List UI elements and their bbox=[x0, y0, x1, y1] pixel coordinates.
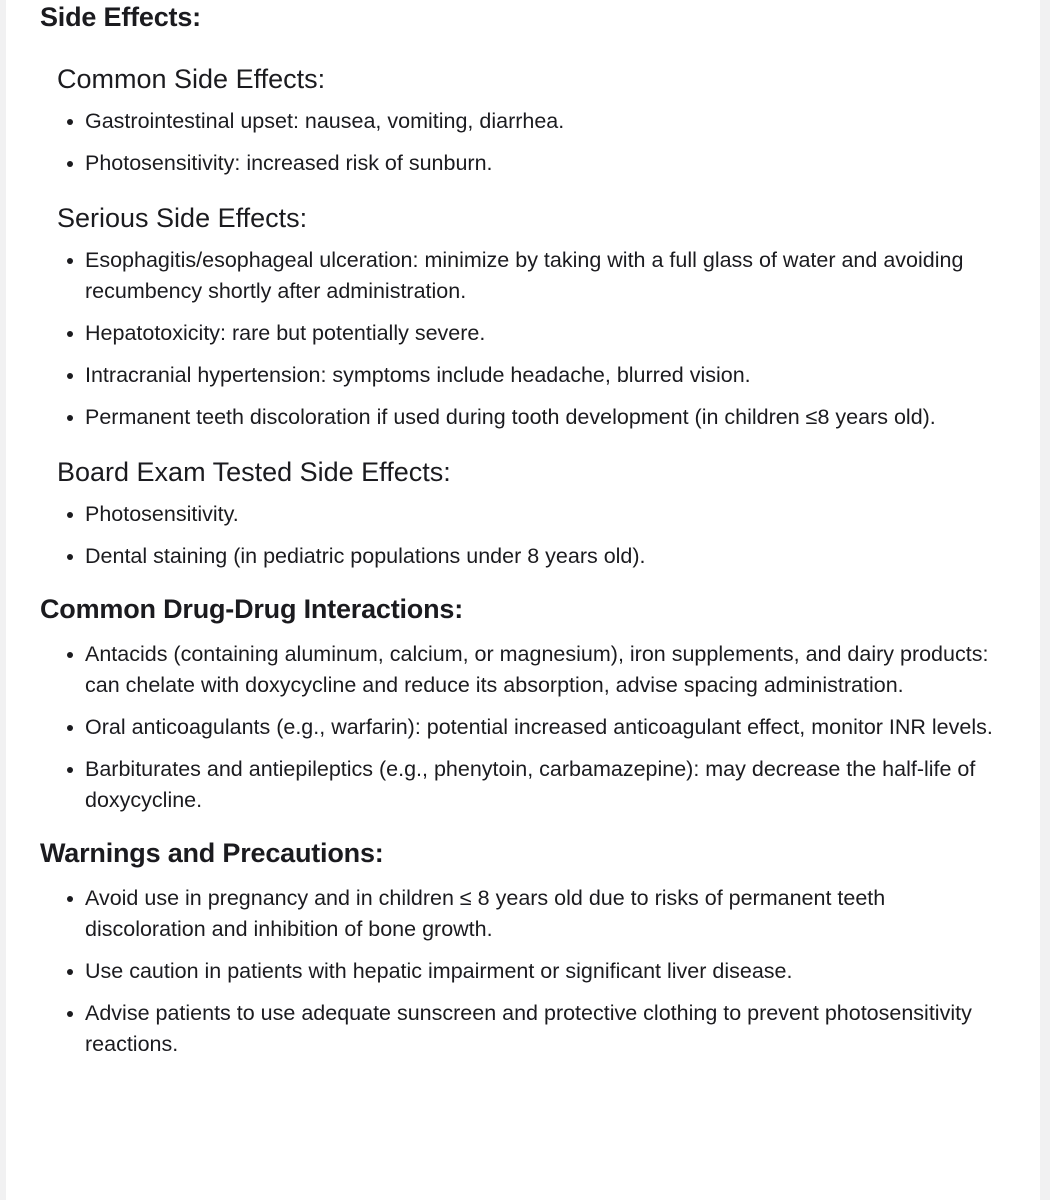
list-item: Gastrointestinal upset: nausea, vomiting, diarrhea. bbox=[85, 106, 1010, 137]
list-item: Oral anticoagulants (e.g., warfarin): potential increased anticoagulant effect, monitor INR levels. bbox=[85, 712, 1010, 743]
list-item: Esophagitis/esophageal ulceration: minimize by taking with a full glass of water and avoiding recumbency shortly after administration. bbox=[85, 245, 1010, 307]
list-item: Photosensitivity: increased risk of sunburn. bbox=[85, 148, 1010, 179]
common-side-effects-heading: Common Side Effects: bbox=[57, 64, 326, 94]
list-item: Photosensitivity. bbox=[85, 499, 1010, 530]
serious-side-effects-heading: Serious Side Effects: bbox=[57, 203, 308, 233]
common-side-effects-list bbox=[40, 106, 1010, 179]
interactions-heading: Common Drug-Drug Interactions: bbox=[40, 594, 463, 624]
warnings-list bbox=[40, 883, 1010, 1060]
list-item: Permanent teeth discoloration if used during tooth development (in children ≤8 years old). bbox=[85, 402, 1010, 433]
warnings-heading: Warnings and Precautions: bbox=[40, 838, 384, 868]
interactions-list bbox=[40, 639, 1010, 816]
document-content bbox=[40, 0, 1010, 1060]
list-item: Avoid use in pregnancy and in children ≤ 8 years old due to risks of permanent teeth discoloration and inhibition of bone growth. bbox=[85, 883, 1010, 945]
board-exam-side-effects-heading: Board Exam Tested Side Effects: bbox=[57, 457, 451, 487]
list-item: Antacids (containing aluminum, calcium, or magnesium), iron supplements, and dairy products: can chelate with doxycycline and reduce its absorption, advise spacing administration. bbox=[85, 639, 1010, 701]
board-exam-side-effects-list bbox=[40, 499, 1010, 572]
list-item: Use caution in patients with hepatic impairment or significant liver disease. bbox=[85, 956, 1010, 987]
list-item: Dental staining (in pediatric populations under 8 years old). bbox=[85, 541, 1010, 572]
serious-side-effects-list bbox=[40, 245, 1010, 433]
list-item: Intracranial hypertension: symptoms include headache, blurred vision. bbox=[85, 360, 1010, 391]
side-effects-heading: Side Effects: bbox=[40, 2, 201, 32]
list-item: Barbiturates and antiepileptics (e.g., phenytoin, carbamazepine): may decrease the half-life of doxycycline. bbox=[85, 754, 1010, 816]
list-item: Hepatotoxicity: rare but potentially severe. bbox=[85, 318, 1010, 349]
list-item: Advise patients to use adequate sunscreen and protective clothing to prevent photosensitivity reactions. bbox=[85, 998, 1010, 1060]
document-card bbox=[6, 0, 1040, 1200]
